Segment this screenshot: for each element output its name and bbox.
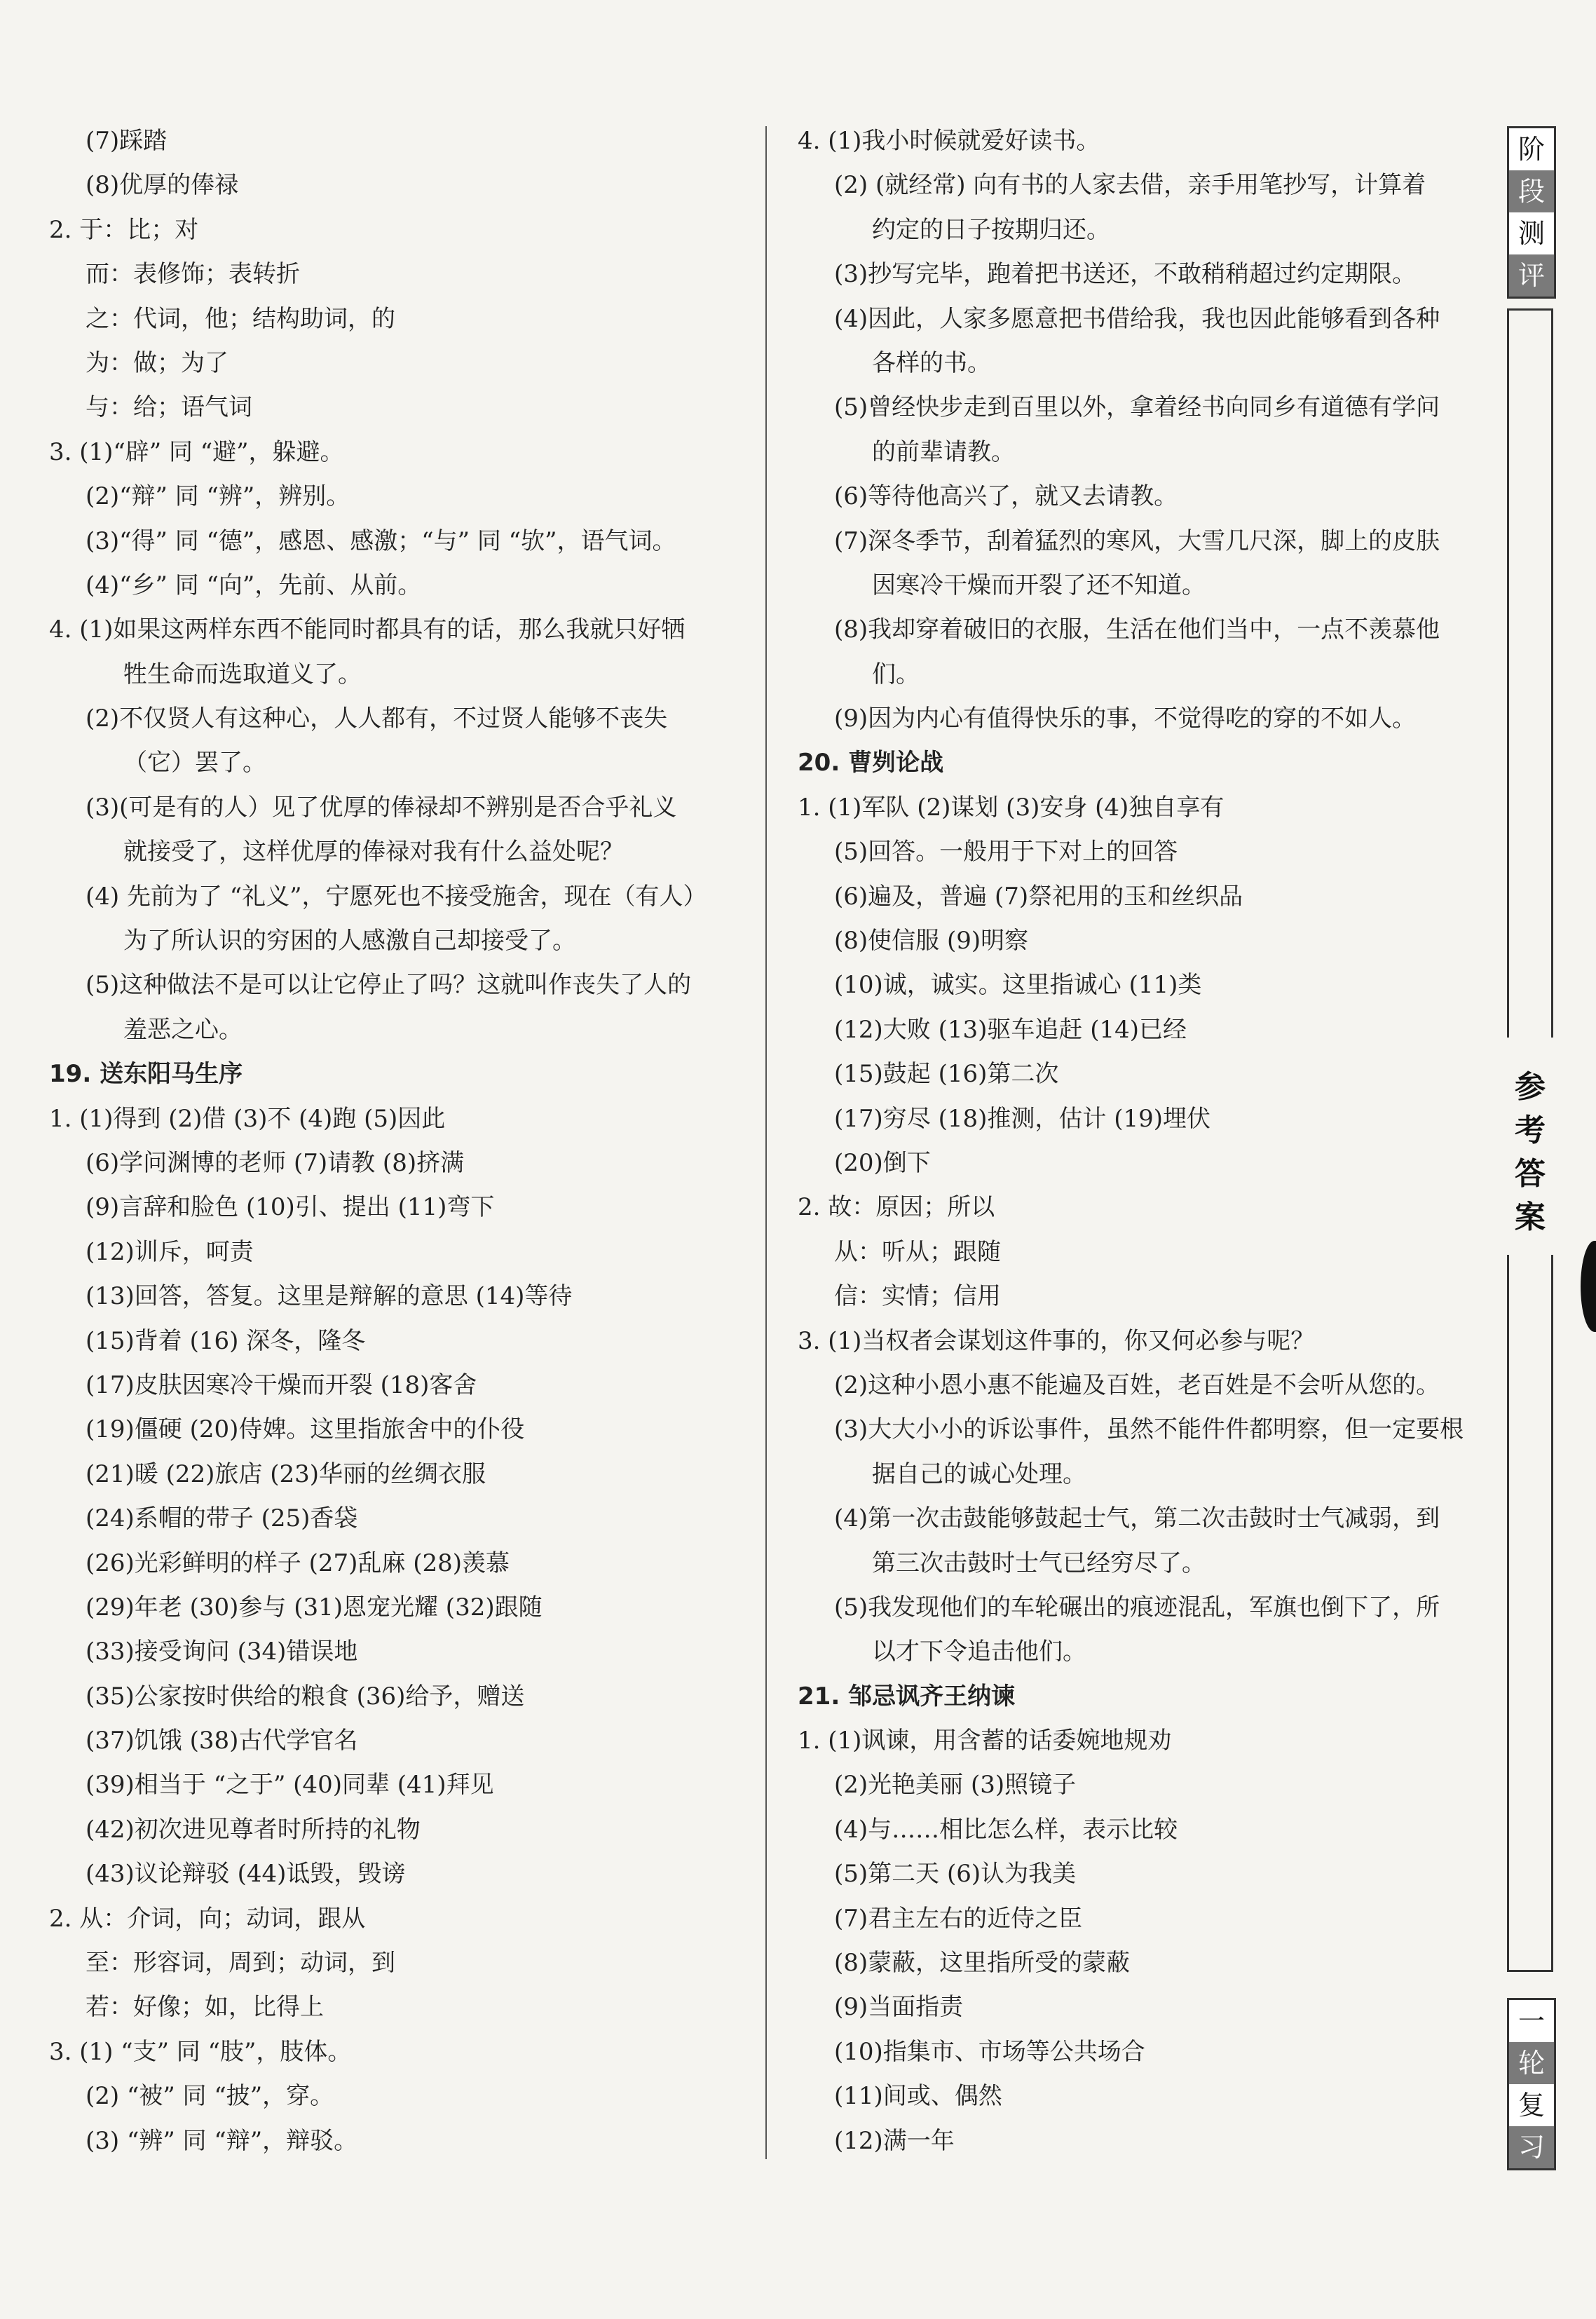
- answer-line: (42)初次进见尊者时所持的礼物: [86, 1815, 421, 1844]
- answer-line: (8)优厚的俸禄: [86, 171, 239, 200]
- answer-line: (4)因此，人家多愿意把书借给我，我也因此能够看到各种: [834, 304, 1440, 333]
- left-column: [49, 119, 750, 2163]
- answer-line: 之：代词，他；结构助词，的: [86, 304, 395, 333]
- answer-line: (17)穷尽 (18)推测，估计 (19)埋伏: [834, 1104, 1210, 1133]
- answer-line: (5)第二天 (6)认为我美: [834, 1860, 1077, 1889]
- answer-line: 就接受了，这样优厚的俸禄对我有什么益处呢？: [123, 838, 624, 866]
- side-tab-char: 一: [1517, 2006, 1545, 2036]
- answer-line: 而：表修饰；表转折: [86, 260, 300, 289]
- answer-line: 以才下令追击他们。: [872, 1638, 1086, 1666]
- right-column: [798, 119, 1478, 2163]
- answer-line: (9)因为内心有值得快乐的事，不觉得吃的穿的不如人。: [834, 705, 1417, 733]
- answer-line: (3) “辨” 同 “辩”，辩驳。: [86, 2126, 358, 2155]
- answer-line: (24)系帽的带子 (25)香袋: [86, 1504, 358, 1533]
- side-tab-top: [1507, 126, 1556, 299]
- answer-line: 4. (1)如果这两样东西不能同时都具有的话，那么我就只好牺: [49, 616, 686, 644]
- answer-line: (8)蒙蔽，这里指所受的蒙蔽: [834, 1949, 1131, 1978]
- answer-line: (2)“辩” 同 “辨”，辨别。: [86, 482, 350, 511]
- answer-line: (37)饥饿 (38)古代学官名: [86, 1727, 358, 1755]
- answer-line: (7)踩踏: [86, 127, 168, 155]
- answer-line: (12)大败 (13)驱车追赶 (14)已经: [834, 1015, 1187, 1044]
- answer-line: (39)相当于 “之于” (40)同辈 (41)拜见: [86, 1771, 494, 1800]
- answer-line: 2. 从：介词，向；动词，跟从: [49, 1904, 366, 1933]
- answer-line: 为了所认识的穷困的人感激自己却接受了。: [123, 927, 576, 956]
- answer-line: 为：做；为了: [86, 348, 229, 377]
- side-tab-char: 案: [1515, 1199, 1546, 1235]
- answer-line: (6)遍及，普遍 (7)祭祀用的玉和丝织品: [834, 882, 1243, 911]
- answer-line: (26)光彩鲜明的样子 (27)乱麻 (28)羡慕: [86, 1549, 510, 1577]
- answer-line: 至：形容词，周到；动词，到: [86, 1949, 395, 1978]
- answer-line: (5)我发现他们的车轮碾出的痕迹混乱，军旗也倒下了，所: [834, 1593, 1440, 1621]
- answer-line: (3)大大小小的诉讼事件，虽然不能件件都明察，但一定要根: [834, 1415, 1464, 1444]
- side-tab-char: 答: [1515, 1156, 1546, 1192]
- answer-line: 羞恶之心。: [123, 1015, 243, 1044]
- answer-line: (2)不仅贤人有这种心，人人都有，不过贤人能够不丧失: [86, 705, 668, 733]
- side-tab-char: 阶: [1517, 134, 1545, 165]
- answer-line: 的前辈请教。: [872, 437, 1015, 466]
- side-tab-char: 复: [1517, 2090, 1545, 2121]
- answer-line: (3)(可是有的人）见了优厚的俸禄却不辨别是否合乎礼义: [86, 793, 677, 822]
- answer-line: （它）罢了。: [123, 749, 266, 777]
- answer-line: 各样的书。: [872, 348, 991, 377]
- answer-line: (13)回答，答复。这里是辩解的意思 (14)等待: [86, 1282, 573, 1311]
- answer-line: (2) (就经常) 向有书的人家去借，亲手用笔抄写，计算着: [834, 171, 1426, 200]
- answer-line: (2)光艳美丽 (3)照镜子: [834, 1771, 1077, 1800]
- answer-line: 若：好像；如，比得上: [86, 1993, 324, 2022]
- answer-line: 与：给；语气词: [86, 393, 252, 422]
- side-tab-rule: [1507, 1970, 1553, 1972]
- answer-line: 据自己的诚心处理。: [872, 1460, 1086, 1488]
- side-tab-edge: [1551, 1255, 1553, 1970]
- answer-line: (17)皮肤因寒冷干燥而开裂 (18)客舍: [86, 1371, 477, 1399]
- answer-line: (2) “被” 同 “披”，穿。: [86, 2082, 334, 2111]
- answer-line: (12)满一年: [834, 2126, 955, 2155]
- side-tab-char: 参: [1515, 1069, 1546, 1105]
- answer-line: (29)年老 (30)参与 (31)恩宠光耀 (32)跟随: [86, 1593, 543, 1621]
- answer-line: (4)第一次击鼓能够鼓起士气，第二次击鼓时士气减弱，到: [834, 1504, 1440, 1533]
- answer-line: (8)使信服 (9)明察: [834, 927, 1029, 956]
- answer-line: (21)暖 (22)旅店 (23)华丽的丝绸衣服: [86, 1460, 486, 1488]
- side-tab-rule: [1507, 308, 1553, 311]
- answer-line: 从：听从；跟随: [834, 1237, 1001, 1266]
- section-heading: 19. 送东阳马生序: [49, 1060, 243, 1089]
- answer-line: (7)君主左右的近侍之臣: [834, 1904, 1083, 1933]
- answer-line: (11)间或、偶然: [834, 2082, 1002, 2111]
- answer-line: (6)等待他高兴了，就又去请教。: [834, 482, 1178, 511]
- answer-line: (10)指集市、市场等公共场合: [834, 2037, 1145, 2066]
- answer-line: 2. 故：原因；所以: [798, 1193, 995, 1222]
- side-tab-char: 轮: [1509, 2042, 1554, 2084]
- answer-line: (10)诚，诚实。这里指诚心 (11)类: [834, 971, 1202, 1000]
- answer-line: (43)议论辩驳 (44)诋毁，毁谤: [86, 1860, 406, 1889]
- answer-line: (19)僵硬 (20)侍婢。这里指旅舍中的仆役: [86, 1415, 525, 1444]
- side-tab-char: 考: [1515, 1113, 1546, 1148]
- answer-line: (15)鼓起 (16)第二次: [834, 1060, 1059, 1089]
- answer-line: 1. (1)军队 (2)谋划 (3)安身 (4)独自享有: [798, 793, 1225, 822]
- answer-line: (35)公家按时供给的粮食 (36)给予，赠送: [86, 1682, 525, 1711]
- answer-line: 约定的日子按期归还。: [872, 215, 1110, 244]
- column-divider: [765, 126, 767, 2159]
- answer-line: (4) 先前为了 “礼义”，宁愿死也不接受施舍，现在（有人）: [86, 882, 707, 911]
- side-tab-bottom: [1507, 1998, 1556, 2170]
- answer-line: (4)“乡” 同 “向”，先前、从前。: [86, 571, 422, 599]
- answer-line: (8)我却穿着破旧的衣服，生活在他们当中，一点不羡慕他: [834, 616, 1440, 644]
- answer-line: (5)曾经快步走到百里以外，拿着经书向同乡有道德有学问: [834, 393, 1440, 422]
- side-tab-edge: [1551, 308, 1553, 1038]
- side-tab-char: 段: [1509, 170, 1554, 212]
- answer-line: (33)接受询问 (34)错误地: [86, 1638, 358, 1666]
- answer-line: 牲生命而选取道义了。: [123, 660, 362, 688]
- answer-line: (2)这种小恩小惠不能遍及百姓，老百姓是不会听从您的。: [834, 1371, 1440, 1399]
- answer-line: 3. (1)当权者会谋划这件事的，你又何必参与呢？: [798, 1326, 1315, 1355]
- answer-line: (5)回答。一般用于下对上的回答: [834, 838, 1178, 866]
- answer-line: 因寒冷干燥而开裂了还不知道。: [872, 571, 1206, 599]
- side-tab-char: 习: [1509, 2126, 1554, 2168]
- answer-line: (15)背着 (16) 深冬，隆冬: [86, 1326, 366, 1355]
- answer-line: (9)当面指责: [834, 1993, 964, 2022]
- answer-line: 3. (1) “支” 同 “肢”，肢体。: [49, 2037, 352, 2066]
- answer-line: (9)言辞和脸色 (10)引、提出 (11)弯下: [86, 1193, 495, 1222]
- side-tab-char: 测: [1517, 218, 1545, 249]
- answer-line: (20)倒下: [834, 1148, 931, 1177]
- answer-line: 4. (1)我小时候就爱好读书。: [798, 127, 1100, 155]
- side-tab-edge: [1507, 308, 1509, 1038]
- answer-line: 2. 于：比；对: [49, 215, 199, 244]
- answer-line: 们。: [872, 660, 920, 688]
- answer-line: (3)抄写完毕，跑着把书送还，不敢稍稍超过约定期限。: [834, 260, 1417, 289]
- answer-line: (5)这种做法不是可以让它停止了吗？这就叫作丧失了人的: [86, 971, 692, 1000]
- section-heading: 20. 曹刿论战: [798, 749, 944, 777]
- answer-line: (12)训斥，呵责: [86, 1237, 254, 1266]
- answer-line: 3. (1)“辟” 同 “避”，躲避。: [49, 437, 344, 466]
- answer-line: 信：实情；信用: [834, 1282, 1001, 1311]
- answer-line: (4)与……相比怎么样，表示比较: [834, 1815, 1178, 1844]
- answer-line: 第三次击鼓时士气已经穷尽了。: [872, 1549, 1206, 1577]
- answer-line: (6)学问渊博的老师 (7)请教 (8)挤满: [86, 1148, 465, 1177]
- section-heading: 21. 邹忌讽齐王纳谏: [798, 1682, 1016, 1711]
- answer-line: 1. (1)得到 (2)借 (3)不 (4)跑 (5)因此: [49, 1104, 446, 1133]
- ink-mark: [1581, 1241, 1596, 1332]
- side-tab-edge: [1507, 1255, 1509, 1970]
- answer-line: (3)“得” 同 “德”，感恩、感激；“与” 同 “欤”，语气词。: [86, 526, 676, 555]
- side-tab-char: 评: [1509, 254, 1554, 297]
- answer-line: (7)深冬季节，刮着猛烈的寒风，大雪几尺深，脚上的皮肤: [834, 526, 1440, 555]
- answer-line: 1. (1)讽谏，用含蓄的话委婉地规劝: [798, 1727, 1172, 1755]
- side-tab-middle: [1507, 1066, 1553, 1239]
